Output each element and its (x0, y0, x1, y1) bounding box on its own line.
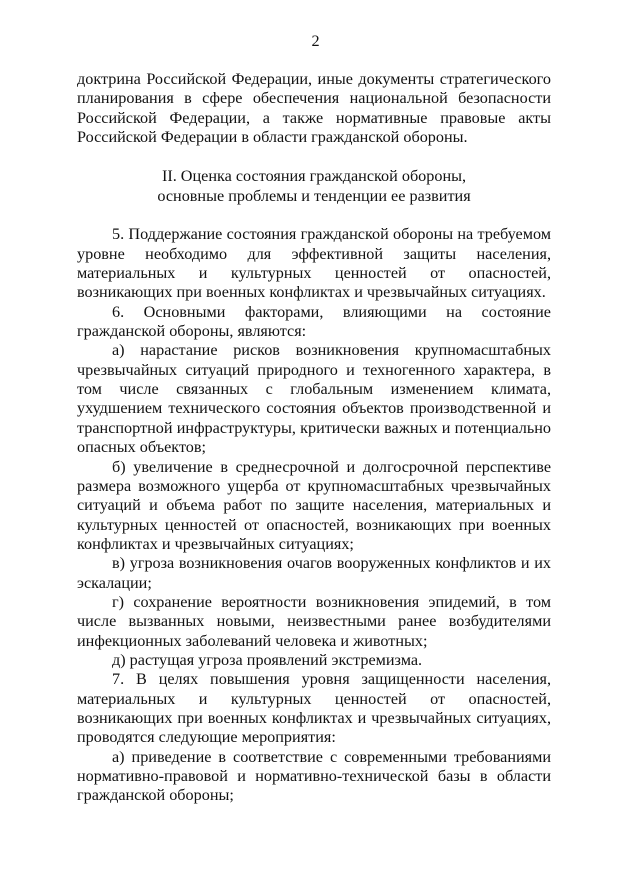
paragraph-7-item-a: а) приведение в соответствие с современными требованиями нормативно-правовой и нормативно-технической базы в области гражданской обороны; (77, 747, 551, 805)
paragraph-6-item-b: б) увеличение в среднесрочной и долгосрочной перспективе размера возможного ущерба от крупномасштабных чрезвычайных ситуаций и объема работ по защите населения, материальных и культурных ценностей от опасностей, возникающих при военных конфликтах и чрезвычайных ситуациях; (77, 457, 551, 553)
paragraph-6-item-d: д) растущая угроза проявлений экстремизма. (112, 650, 423, 669)
spacer (77, 206, 551, 225)
section-title-line-2: основные проблемы и тенденции ее развития (157, 187, 471, 206)
intro-paragraph: доктрина Российской Федерации, иные документы стратегического планирования в сфере обеспечения национальной безопасности Российской Федерации, а также нормативные правовые акты Российской Федерации в области гражданской обороны. (77, 70, 551, 147)
section-title-line-1: II. Оценка состояния гражданской обороны, (161, 167, 467, 186)
paragraph-6-item-v: в) угроза возникновения очагов вооруженных конфликтов и их эскалации; (77, 554, 551, 592)
paragraph-6: 6. Основными факторами, влияющими на состояние гражданской обороны, являются: (77, 302, 551, 341)
page-number: 2 (311, 32, 320, 50)
document-body (77, 70, 551, 806)
paragraph-6-item-a: а) нарастание рисков возникновения крупномасштабных чрезвычайных ситуаций природного и техногенного характера, в том числе связанных с глобальным изменением климата, ухудшением технического состояния объектов производственной и транспортной инфраструктуры, критически важных и потенциально опасных объектов; (77, 341, 551, 457)
spacer (77, 147, 551, 166)
paragraph-7: 7. В целях повышения уровня защищенности населения, материальных и культурных ценностей от опасностей, возникающих при военных конфликтах и чрезвычайных ситуациях, проводятся следующие мероприятия: (77, 670, 551, 747)
paragraph-6-item-g: г) сохранение вероятности возникновения эпидемий, в том числе вызванных новыми, неизвестными ранее возбудителями инфекционных заболеваний человека и животных; (77, 592, 551, 650)
paragraph-5: 5. Поддержание состояния гражданской обороны на требуемом уровне необходимо для эффективной защиты населения, материальных и культурных ценностей от опасностей, возникающих при военных конфликтах и чрезвычайных ситуациях. (77, 225, 551, 302)
